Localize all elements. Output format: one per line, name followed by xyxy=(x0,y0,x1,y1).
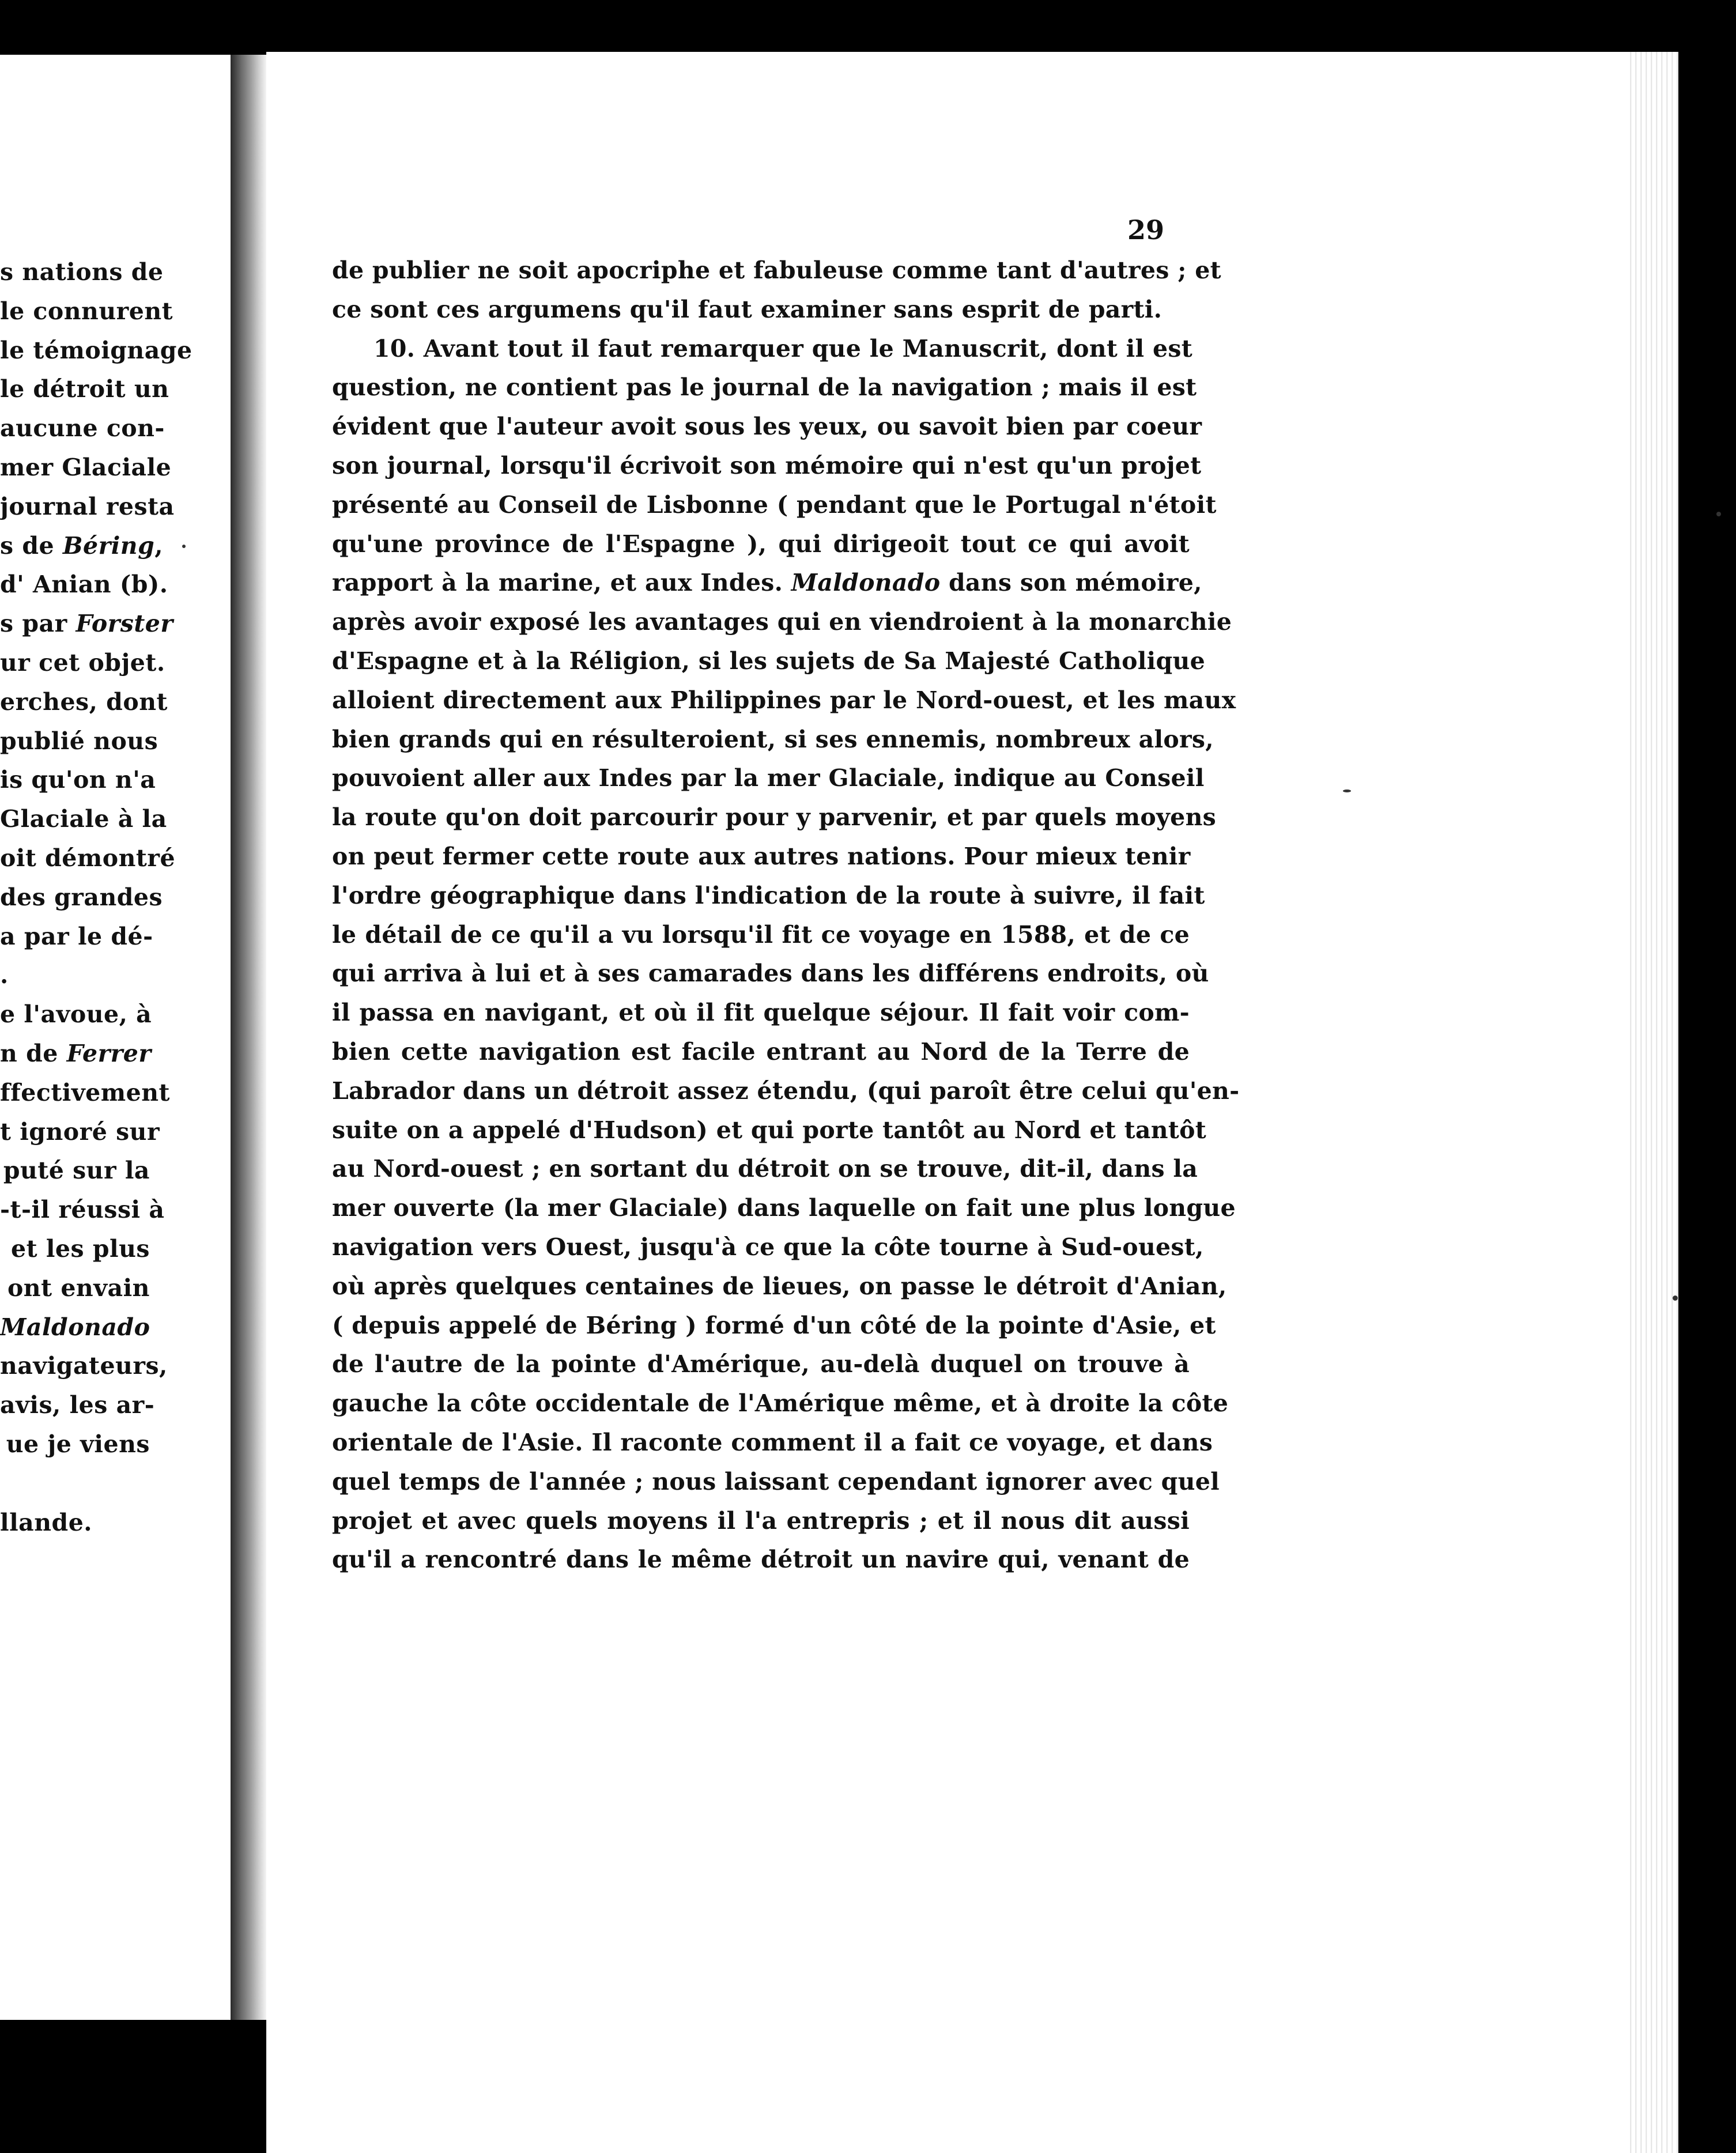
text-line: mer ouverte (la mer Glaciale) dans laquelle on fait une plus longue xyxy=(332,1194,1236,1222)
text-line: présenté au Conseil de Lisbonne ( pendant que le Portugal n'étoit xyxy=(332,490,1217,519)
text-line: son journal, lorsqu'il écrivoit son mémoire qui n'est qu'un projet xyxy=(332,451,1202,479)
text-line: ( depuis appelé de Béring ) formé d'un côté de la pointe d'Asie, et xyxy=(332,1311,1216,1339)
left-line: journal resta xyxy=(0,492,175,520)
left-line: Glaciale à la xyxy=(0,805,167,833)
italic-name: Maldonado xyxy=(791,569,941,597)
text-line: question, ne contient pas le journal de la navigation ; mais il est xyxy=(332,373,1197,402)
left-facing-page xyxy=(0,55,231,2020)
left-line: mer Glaciale xyxy=(0,453,172,481)
body-text xyxy=(332,251,1240,1580)
text-line: la route qu'on doit parcourir pour y parvenir, et par quels moyens xyxy=(332,803,1217,832)
text-line: rapport à la marine, et aux Indes. Maldonado dans son mémoire, xyxy=(332,569,1202,597)
left-line: s par Forster xyxy=(0,610,173,638)
text-line: alloient directement aux Philippines par le Nord-ouest, et les maux xyxy=(332,686,1236,714)
text-line: après avoir exposé les avantages qui en viendroient à la monarchie xyxy=(332,608,1232,636)
text-line: évident que l'auteur avoit sous les yeux, ou savoit bien par coeur xyxy=(332,413,1202,441)
left-line: e l'avoue, à xyxy=(0,1000,152,1029)
italic-name: Forster xyxy=(76,610,173,638)
left-line: le connurent xyxy=(0,297,173,325)
text-line: bien grands qui en résulteroient, si ses ennemis, nombreux alors, xyxy=(332,725,1214,753)
left-line: le détroit un xyxy=(0,375,169,403)
scan-speck xyxy=(1716,512,1721,516)
text-line: qui arriva à lui et à ses camarades dans les différens endroits, où xyxy=(332,960,1209,988)
left-line: ont envain xyxy=(7,1274,150,1302)
italic-name: Béring xyxy=(62,531,155,560)
scan-speck xyxy=(1673,1295,1678,1301)
text-line: pouvoient aller aux Indes par la mer Glaciale, indique au Conseil xyxy=(332,764,1205,792)
left-line: erches, dont xyxy=(0,688,168,716)
left-line: -t-il réussi à xyxy=(0,1196,165,1224)
text-line: qu'une province de l'Espagne ), qui dirigeoit tout ce qui avoit xyxy=(332,530,1190,558)
left-line: ur cet objet. xyxy=(0,648,165,677)
scan-speck xyxy=(182,545,186,548)
text-line: orientale de l'Asie. Il raconte comment il a fait ce voyage, et dans xyxy=(332,1428,1213,1456)
text-line: navigation vers Ouest, jusqu'à ce que la côte tourne à Sud-ouest, xyxy=(332,1233,1204,1261)
scan-speck xyxy=(1343,790,1351,792)
left-line: le témoignage xyxy=(0,336,193,364)
left-line: d' Anian (b). xyxy=(0,571,168,599)
text-line: au Nord-ouest ; en sortant du détroit on se trouve, dit-il, dans la xyxy=(332,1155,1198,1183)
page-fore-edge xyxy=(1626,52,1678,2153)
text-line: 10. Avant tout il faut remarquer que le Manuscrit, dont il est xyxy=(373,334,1193,362)
left-line: s de Béring, xyxy=(0,531,164,560)
text-line: de l'autre de la pointe d'Amérique, au-delà duquel on trouve à xyxy=(332,1350,1190,1378)
left-line: a par le dé- xyxy=(0,922,153,950)
left-line: oit démontré xyxy=(0,844,176,872)
left-line: aucune con- xyxy=(0,414,165,443)
text-line: où après quelques centaines de lieues, on passe le détroit d'Anian, xyxy=(332,1272,1227,1300)
text-line: projet et avec quels moyens il l'a entrepris ; et il nous dit aussi xyxy=(332,1506,1190,1535)
left-line: et les plus xyxy=(11,1234,150,1263)
scan-border-right xyxy=(1678,52,1736,2153)
left-line: ue je viens xyxy=(6,1430,150,1458)
left-line: ffectivement xyxy=(0,1078,170,1106)
text-line: qu'il a rencontré dans le même détroit un navire qui, venant de xyxy=(332,1546,1190,1574)
left-page-text-fragment xyxy=(0,253,231,1542)
italic-name: Ferrer xyxy=(66,1039,152,1067)
text-line: suite on a appelé d'Hudson) et qui porte tantôt au Nord et tantôt xyxy=(332,1116,1207,1144)
left-line: . xyxy=(0,961,9,989)
left-line: t ignoré sur xyxy=(0,1117,160,1146)
left-line: avis, les ar- xyxy=(0,1391,155,1419)
left-line: Maldonado xyxy=(0,1313,150,1341)
text-line: Labrador dans un détroit assez étendu, (qui paroît être celui qu'en- xyxy=(332,1076,1240,1105)
text-line: quel temps de l'année ; nous laissant cependant ignorer avec quel xyxy=(332,1467,1220,1495)
text-line: d'Espagne et à la Réligion, si les sujets de Sa Majesté Catholique xyxy=(332,647,1206,675)
book-gutter-shadow xyxy=(231,55,266,2020)
left-line: puté sur la xyxy=(3,1157,150,1185)
text-line: gauche la côte occidentale de l'Amérique même, et à droite la côte xyxy=(332,1389,1229,1418)
left-line: s nations de xyxy=(0,258,164,286)
left-line: is qu'on n'a xyxy=(0,766,156,794)
left-line xyxy=(0,1464,231,1504)
text-line: il passa en navigant, et où il fit quelque séjour. Il fait voir com- xyxy=(332,999,1190,1027)
text-line: on peut fermer cette route aux autres nations. Pour mieux tenir xyxy=(332,842,1191,870)
left-line: des grandes xyxy=(0,883,163,911)
left-line: n de Ferrer xyxy=(0,1039,152,1067)
left-line: navigateurs, xyxy=(0,1352,168,1380)
text-line: bien cette navigation est facile entrant au Nord de la Terre de xyxy=(332,1037,1190,1066)
text-line: le détail de ce qu'il a vu lorsqu'il fit ce voyage en 1588, et de ce xyxy=(332,920,1190,949)
text-line: l'ordre géographique dans l'indication de la route à suivre, il fait xyxy=(332,881,1205,909)
page-number: 29 xyxy=(1127,214,1165,245)
left-line: publié nous xyxy=(0,727,158,755)
text-line: ce sont ces argumens qu'il faut examiner sans esprit de parti. xyxy=(332,295,1163,323)
left-line: llande. xyxy=(0,1508,93,1536)
text-line: de publier ne soit apocriphe et fabuleuse comme tant d'autres ; et xyxy=(332,256,1221,284)
